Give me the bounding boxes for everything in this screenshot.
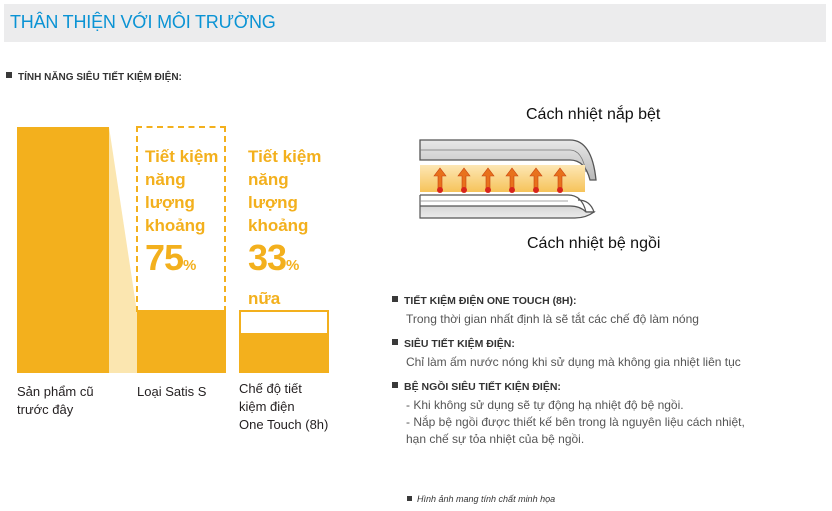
bar-label-onetouch: Chế độ tiết kiệm điện One Touch (8h) — [239, 381, 329, 432]
bullet-square-icon — [392, 382, 398, 388]
saving-text-satis: Tiết kiệm năng lượng khoảng 75% — [145, 145, 218, 287]
lid-insulation-label: Cách nhiệt nắp bệt — [526, 106, 661, 123]
bar-label-satis: Loại Satis S — [137, 384, 207, 399]
bar-satis-s — [137, 310, 226, 373]
section-title-text: TÍNH NĂNG SIÊU TIẾT KIỆM ĐIỆN: — [18, 72, 182, 83]
feature-list — [392, 294, 822, 457]
feature-item: TIẾT KIỆM ĐIỆN ONE TOUCH (8H): Trong thời gian nhất định là sẽ tắt các chế độ làm nóng — [392, 294, 822, 328]
bar-old-product — [17, 127, 109, 373]
saving-text-onetouch: Tiết kiệm năng lượng khoảng 33% nữa — [248, 147, 322, 308]
bar-onetouch — [239, 333, 329, 373]
saving-percent-satis: 75% — [145, 237, 197, 278]
bullet-square-icon — [392, 296, 398, 302]
seat-insulation-label: Cách nhiệt bệ ngồi — [527, 235, 661, 252]
page-title: THÂN THIỆN VỚI MÔI TRƯỜNG — [10, 12, 276, 32]
feature-item: SIÊU TIẾT KIỆM ĐIỆN: Chỉ làm ấm nước nóng khi sử dụng mà không gia nhiệt liên tục — [392, 337, 822, 371]
saving-percent-onetouch: 33% — [248, 237, 300, 278]
bullet-square-icon — [392, 339, 398, 345]
bullet-square-icon — [407, 496, 412, 501]
feature-item: BỆ NGỒI SIÊU TIẾT KIỆN ĐIỆN: - Khi không sử dụng sẽ tự động hạ nhiệt độ bệ ngồi. - Nắp bệ ngồi được thiết kế bên trong là nguyên liệu cách nhiệt, hạn chế sự tỏa nhiệt của bệ ngồi. — [392, 380, 822, 448]
bar-label-old: Sản phẩm cũ trước đây — [17, 384, 94, 417]
illustration-note: Hình ảnh mang tính chất minh họa — [407, 494, 555, 504]
